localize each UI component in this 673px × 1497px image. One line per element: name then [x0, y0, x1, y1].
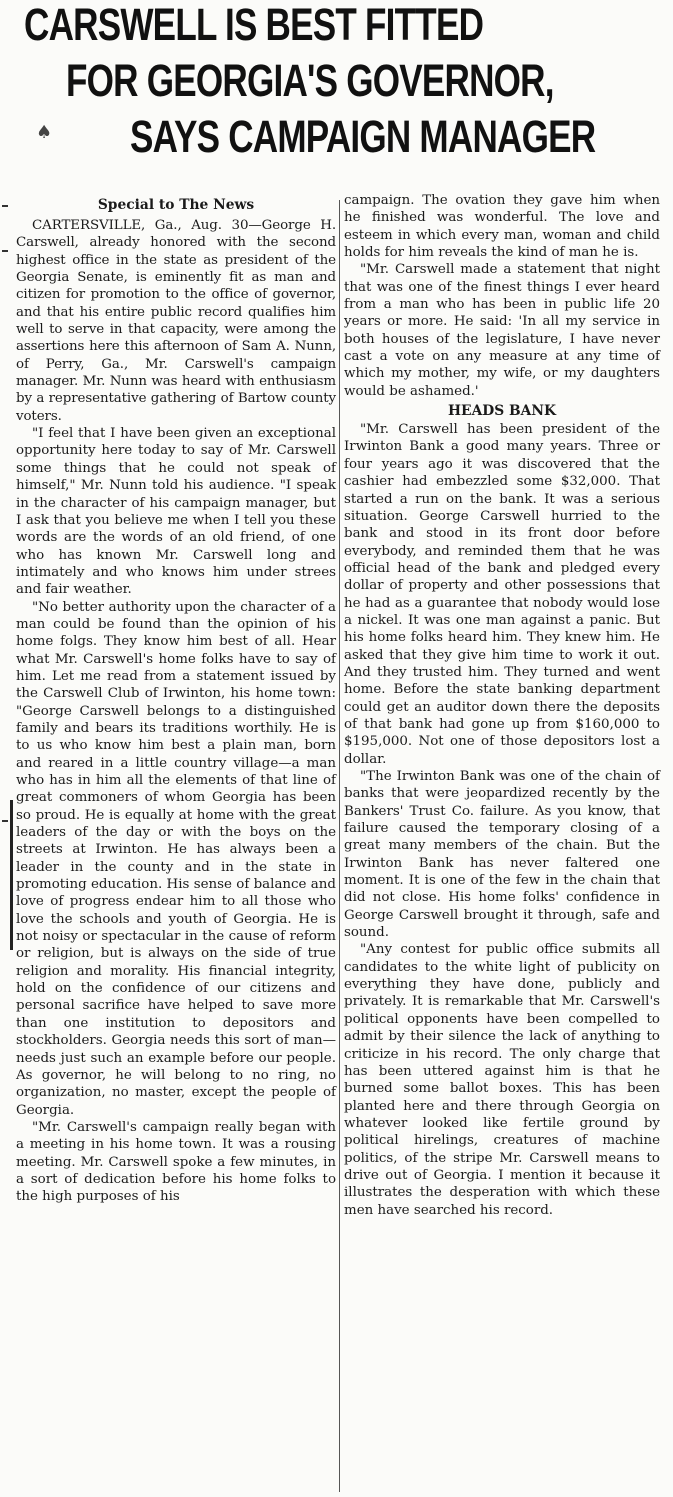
- paragraph: "Mr. Carswell has been president of the Irwinton Bank a good many years. Three or four years ago it was discovered that the cashier had embezzled some $32,000. That started a run on the bank. It was a serious situation. George Carswell hurried to the bank and stood in its front door before everybody, and reminded them that he was official head of the bank and pledged every dollar of property and other possessions that he had as a guarantee that nobody would lose a nickel. It was one man against a panic. But his home folks heard him. They knew him. He asked that they give him time to work it out. And they trusted him. They turned and went home. Before the state banking department could get an auditor down there the deposits of that bank had gone up from $160,000 to $195,000. Not one of those depositors lost a dollar.: [344, 422, 660, 767]
- column-divider: [339, 200, 340, 1492]
- subhead: HEADS BANK: [448, 403, 556, 420]
- margin-rule: [10, 800, 13, 950]
- paragraph: "Mr. Carswell's campaign really began with a meeting in his home town. It was a rousing meeting. Mr. Carswell spoke a few minutes, in a sort of dedication before his home folks to the high purposes of his: [16, 1119, 336, 1205]
- paragraph: "Any contest for public office submits all candidates to the white light of publicity on everything they have done, publicly and privately. It is remarkable that Mr. Carswell's political opponents have been compelled to admit by their silence the lack of anything to criticize in his record. The only charge that has been uttered against him is that he burned some ballot boxes. This has been planted here and there through Georgia on whatever looked like fertile ground by political hirelings, creatures of machine politics, of the stripe Mr. Carswell means to drive out of Georgia. I mention it because it illustrates the desperation with which these men have searched his record.: [344, 942, 660, 1218]
- paragraph: campaign. The ovation they gave him when he finished was wonderful. The love and esteem in which every man, woman and child holds for him reveals the kind of man he is.: [344, 193, 660, 261]
- column-right: [344, 192, 660, 1219]
- paragraph: CARTERSVILLE, Ga., Aug. 30—George H. Carswell, already honored with the second highest office in the state as president of the Georgia Senate, is eminently fit as man and citizen for promotion to the office of governor, and that his entire public record qualifies him well to serve in that capacity, were among the assertions here this afternoon of Sam A. Nunn, of Perry, Ga., Mr. Carswell's campaign manager. Mr. Nunn was heard with enthusiasm by a representative gathering of Bartow county voters.: [16, 218, 336, 424]
- print-blemish-icon: ♠: [36, 122, 53, 143]
- margin-tick: [2, 250, 8, 252]
- margin-tick: [2, 205, 8, 207]
- paragraph: "The Irwinton Bank was one of the chain of banks that were jeopardized recently by the Bankers' Trust Co. failure. As you know, that failure caused the temporary closing of a great many members of the chain. But the Irwinton Bank has never faltered one moment. It is one of the few in the chain that did not close. His home folks' confidence in George Carswell brought it through, safe and sound.: [344, 769, 660, 941]
- paragraph: "Mr. Carswell made a statement that night that was one of the finest things I ever heard from a man who has been in public life 20 years or more. He said: 'In all my service in both houses of the legislature, I have never cast a vote on any measure at any time of which my mother, my wife, or my daughters would be ashamed.': [344, 262, 660, 399]
- margin-tick: [2, 820, 8, 822]
- paragraph: "No better authority upon the character of a man could be found than the opinion of his home folgs. They know him best of all. Hear what Mr. Carswell's home folks have to say of him. Let me read from a statement issued by the Carswell Club of Irwinton, his home town: "George Carswell belongs to a distinguished family and bears its traditions worthily. He is to us who know him best a plain man, born and reared in a little country village—a man who has in him all the elements of that line of great commoners of whom Georgia has been so proud. He is equally at home with the great leaders of the day or with the boys on the streets at Irwinton. He has always been a leader in the county and in the state in promoting education. His sense of balance and love of progress endear him to all those who love the schools and youth of Georgia. He is not noisy or spectacular in the cause of reform or religion, but is always on the side of true religion and morality. His financial integrity, hold on the confidence of our citizens and personal sacrifice have helped to save more than one institution to depositors and stockholders. Georgia needs this sort of man—needs just such an example before our people. As governor, he will belong to no ring, no organization, no master, except the people of Georgia.: [16, 599, 336, 1118]
- headline-line-3: SAYS CAMPAIGN MANAGER: [130, 111, 596, 162]
- headline-line-1: CARSWELL IS BEST FITTED: [24, 0, 484, 50]
- byline: Special to The News: [97, 197, 255, 213]
- paragraph: "I feel that I have been given an exceptional opportunity here today to say of Mr. Carswell some things that he could not speak of himself," Mr. Nunn told his audience. "I speak in the character of his campaign manager, but I ask that you believe me when I tell you these words are the words of an old friend, of one who has known Mr. Carswell long and intimately and who knows him under strees and fair weather.: [16, 426, 336, 598]
- headline-line-2: FOR GEORGIA'S GOVERNOR,: [66, 55, 554, 106]
- column-left: [16, 192, 336, 1206]
